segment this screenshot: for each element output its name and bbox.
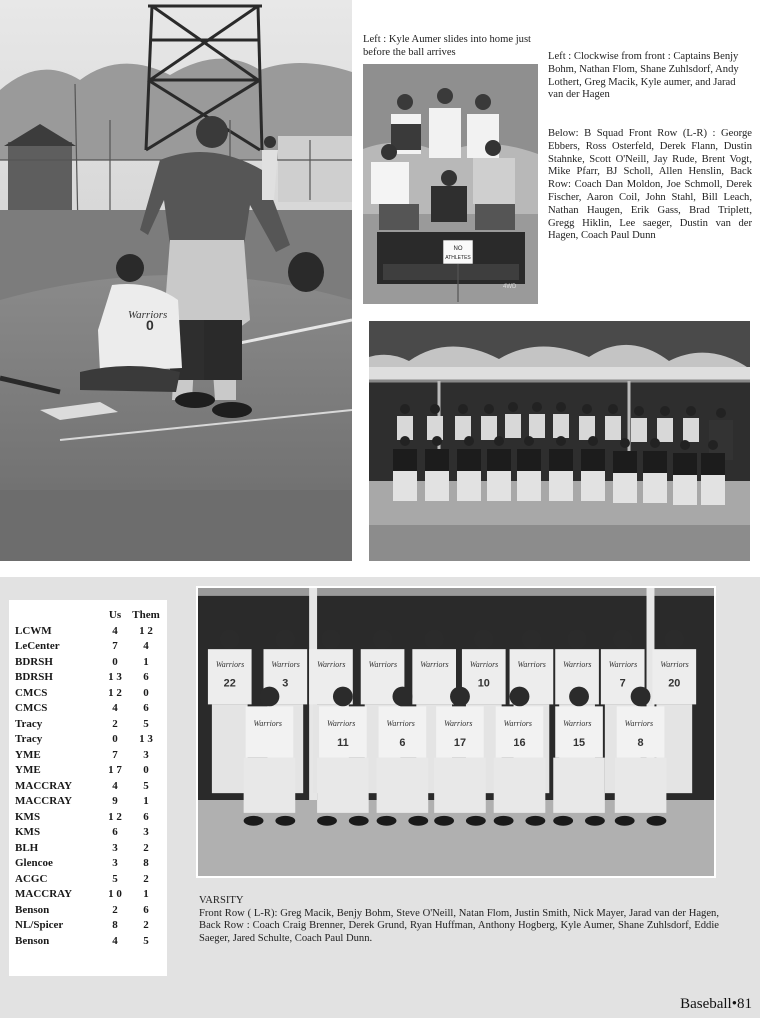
bsquad-caption: Below: B Squad Front Row (L-R) : George Ebbers, Ross Osterfeld, Derek Flann, Dustin Stahnke, Scott O'Neill, Jay Rude, Brent Vogt, Mike Pfarr, BJ Scholl, Allen Henslin, Back Row: Coach Dan Moldon, Joe Schmoll, Derek Fischer, Aaron Coil, John Stahl, Bill Leach, Nathan Haugen, Erik Gass, Brad Triplett, Gregg Hiklin, Lee saeger, Dustin van der Hagen, Coach Paul Dunn xyxy=(548,128,752,242)
jersey-number: 8 xyxy=(637,736,644,749)
photo-slide-into-home xyxy=(0,0,352,561)
photo-varsity-team xyxy=(196,586,716,878)
jersey-number: 11 xyxy=(337,736,349,749)
varsity-scene xyxy=(198,588,714,876)
jersey-script: Warriors xyxy=(624,719,654,729)
jersey-number: 6 xyxy=(399,736,406,749)
jersey-number: 22 xyxy=(223,677,236,690)
folio-page-number: 81 xyxy=(737,996,752,1012)
scores-header-team xyxy=(15,608,101,624)
table-row: NL/Spicer 8 2 xyxy=(15,919,149,931)
captains-scene xyxy=(363,64,538,304)
table-row: CMCS 1 2 0 xyxy=(15,686,149,699)
jersey-script: Warriors xyxy=(271,659,300,669)
slide-caption: Left : Kyle Aumer slides into home just before the ball arrives xyxy=(363,34,532,58)
jersey-script: Warriors xyxy=(469,659,499,669)
table-row: MACCRAY 4 5 xyxy=(15,779,149,792)
table-row: YME 1 7 0 xyxy=(15,764,149,776)
table-row: Benson 4 5 xyxy=(15,934,149,947)
scores-box xyxy=(9,600,167,976)
table-row: BLH 3 2 xyxy=(15,841,149,854)
jersey-number: 3 xyxy=(282,677,289,690)
sign-text-1: NO xyxy=(453,246,463,252)
jersey-script: Warriors xyxy=(608,659,638,669)
jersey-number: 17 xyxy=(453,736,467,749)
jersey-number: 20 xyxy=(668,677,681,690)
jersey-script: Warriors xyxy=(517,659,546,669)
jersey-script: Warriors xyxy=(444,719,473,729)
table-row: Tracy 0 1 3 xyxy=(15,733,153,745)
table-row: KMS 1 2 6 xyxy=(15,810,149,823)
jersey-number: 7 xyxy=(619,677,626,690)
jersey-script: Warriors xyxy=(563,719,592,729)
sign-text-2: ATHLETES xyxy=(445,255,471,261)
table-row: Benson 2 6 xyxy=(15,903,149,916)
table-row: LeCenter 7 4 xyxy=(15,640,149,652)
jersey-script: Warriors xyxy=(503,719,532,729)
varsity-player xyxy=(377,687,429,826)
table-row: ACGC 5 2 xyxy=(15,872,149,885)
scores-header-row xyxy=(15,608,163,624)
table-row: BDRSH 1 3 6 xyxy=(15,671,149,683)
varsity-caption-body: Front Row ( L-R): Greg Macik, Benjy Bohm, Steve O'Neill, Natan Flom, Justin Smith, Nick Mayer, Jarad van der Hagen, Back Row : Coach Craig Brenner, Derek Grund, Ryan Huffman, Anthony Hogberg, Kyle Aumer, Shane Zuhlsdorf, Eddie Saeger, Jared Schulte, Coach Paul Dunn. xyxy=(199,907,719,944)
varsity-player xyxy=(615,687,667,826)
table-row: KMS 6 3 xyxy=(15,826,149,838)
table-row: Glencoe 3 8 xyxy=(15,857,149,869)
folio-section: Baseball xyxy=(680,996,732,1012)
varsity-caption-title: VARSITY xyxy=(199,895,244,906)
jersey-script: Warriors xyxy=(215,659,245,669)
photo-bsquad-team xyxy=(369,321,750,561)
jersey-script: Warriors xyxy=(253,719,282,729)
jersey-number: 16 xyxy=(513,736,526,749)
slider-jersey-number: 0 xyxy=(146,317,154,333)
jersey-script: Warriors xyxy=(386,719,415,729)
folio-bullet: • xyxy=(731,996,737,1012)
jersey-script: Warriors xyxy=(660,659,689,669)
table-row: LCWM 4 1 2 xyxy=(15,624,153,637)
jersey-script: Warriors xyxy=(563,659,592,669)
scores-header-them: Them xyxy=(132,609,160,621)
jersey-script: Warriors xyxy=(327,719,356,729)
table-row: YME 7 3 xyxy=(15,748,149,761)
jersey-script: Warriors xyxy=(420,659,449,669)
varsity-player xyxy=(494,687,546,826)
captains-caption: Left : Clockwise from front : Captains Benjy Bohm, Nathan Flom, Shane Zuhlsdorf, Andy Lothert, Greg Macik, Kyle aumer, and Jarad van der Hagen xyxy=(548,51,739,101)
jersey-number: 15 xyxy=(572,736,586,749)
table-row: BDRSH 0 1 xyxy=(15,655,149,668)
bsquad-scene xyxy=(369,321,750,561)
varsity-player xyxy=(434,687,486,826)
jersey-script: Warriors xyxy=(317,659,346,669)
scores-table xyxy=(15,608,163,949)
varsity-player xyxy=(553,687,605,826)
scores-header-us: Us xyxy=(108,609,122,621)
varsity-player xyxy=(244,687,296,826)
jersey-number: 10 xyxy=(477,677,490,690)
photo-captains-truck xyxy=(363,64,538,304)
tailgate-text: 4WD xyxy=(503,284,517,290)
table-row: MACCRAY 9 1 xyxy=(15,795,149,807)
varsity-player xyxy=(317,687,369,826)
table-row: Tracy 2 5 xyxy=(15,717,149,730)
jersey-script: Warriors xyxy=(368,659,398,669)
slide-scene xyxy=(0,0,352,561)
table-row: MACCRAY 1 0 1 xyxy=(15,888,149,900)
slider-jersey-script: Warriors xyxy=(128,309,168,321)
table-row: CMCS 4 6 xyxy=(15,702,149,714)
varsity-caption xyxy=(199,895,719,945)
page-folio xyxy=(680,996,752,1013)
scores-body xyxy=(15,624,163,950)
